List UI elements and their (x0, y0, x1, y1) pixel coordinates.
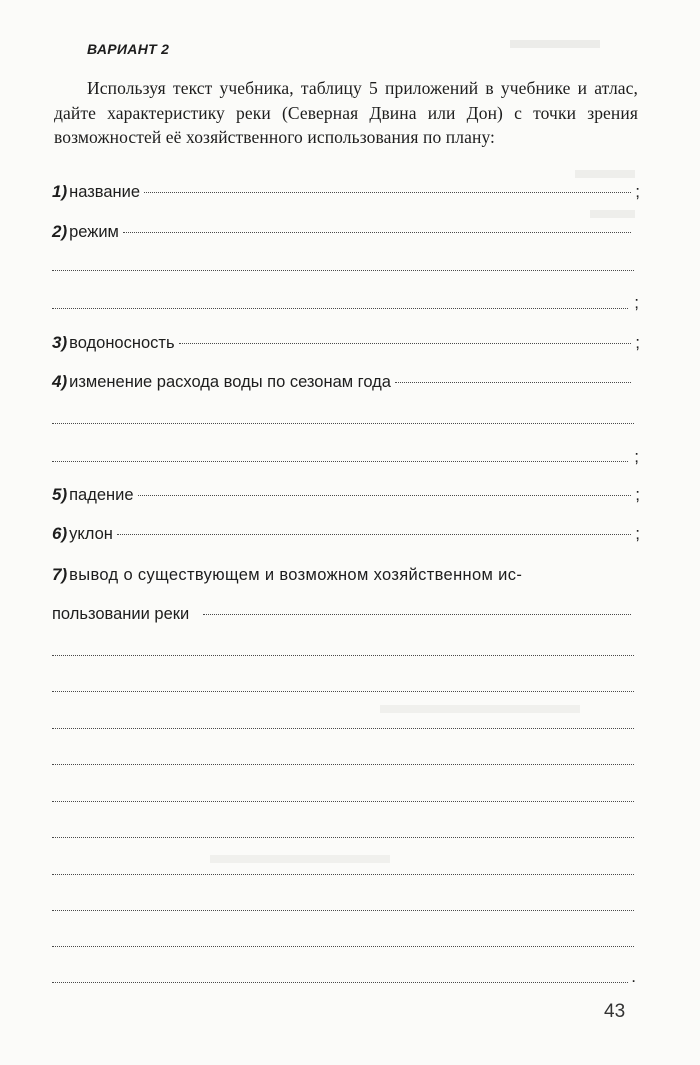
variant-heading: ВАРИАНТ 2 (87, 41, 170, 57)
bleed-through (380, 705, 580, 713)
item-end: ; (634, 447, 639, 466)
plan-item-fall (52, 485, 640, 509)
item-label: пользовании реки (52, 605, 190, 623)
answer-field[interactable] (117, 534, 631, 535)
bleed-through (590, 210, 635, 218)
answer-field[interactable] (203, 614, 631, 615)
answer-field[interactable] (179, 343, 631, 344)
item-label: режим (69, 223, 119, 241)
answer-field[interactable] (138, 495, 631, 496)
item-number: 6) (52, 524, 68, 543)
bleed-through (575, 170, 635, 178)
answer-line[interactable] (52, 764, 634, 765)
answer-line[interactable] (52, 423, 634, 424)
item-label: водоносность (69, 334, 175, 352)
plan-item-conclusion (52, 565, 638, 589)
answer-line[interactable] (52, 910, 634, 911)
item-end: . (631, 967, 636, 986)
answer-line[interactable] (52, 801, 634, 802)
item-end: ; (635, 333, 640, 352)
plan-item-name (52, 182, 640, 206)
plan-item-water-content (52, 333, 640, 357)
item-label: уклон (69, 525, 113, 543)
item-number: 5) (52, 485, 68, 504)
answer-line[interactable] (52, 461, 628, 462)
item-number: 1) (52, 182, 68, 201)
plan-item-seasonal-flow (52, 372, 634, 396)
item-end: ; (635, 524, 640, 543)
answer-line[interactable] (52, 270, 634, 271)
answer-line[interactable] (52, 837, 634, 838)
plan-item-conclusion-cont (52, 605, 634, 629)
answer-line[interactable] (52, 982, 628, 983)
item-number: 2) (52, 222, 68, 241)
item-end: ; (634, 293, 639, 312)
bleed-through (210, 855, 390, 863)
item-label: вывод о существующем и возможном хозяйственном ис- (69, 566, 523, 584)
item-number: 7) (52, 565, 68, 584)
item-label: название (69, 183, 141, 201)
answer-line[interactable] (52, 308, 628, 309)
answer-field[interactable] (395, 382, 631, 383)
answer-field[interactable] (144, 192, 631, 193)
answer-line[interactable] (52, 874, 634, 875)
answer-line[interactable] (52, 655, 634, 656)
item-end: ; (635, 485, 640, 504)
plan-item-regime (52, 222, 634, 246)
answer-field[interactable] (123, 232, 631, 233)
item-label: изменение расхода воды по сезонам года (69, 373, 391, 391)
task-instructions: Используя текст учебника, таблицу 5 приложений в учебнике и атлас, дайте характеристику реки (Северная Двина или Дон) с точки зрения возможностей её хозяйственного использования по плану: (54, 78, 638, 147)
item-number: 4) (52, 372, 68, 391)
answer-line[interactable] (52, 691, 634, 692)
item-label: падение (69, 486, 134, 504)
bleed-through (510, 40, 600, 48)
plan-item-slope (52, 524, 640, 548)
item-end: ; (635, 182, 640, 201)
answer-line[interactable] (52, 728, 634, 729)
item-number: 3) (52, 333, 68, 352)
page-number: 43 (604, 1001, 626, 1022)
answer-line[interactable] (52, 946, 634, 947)
